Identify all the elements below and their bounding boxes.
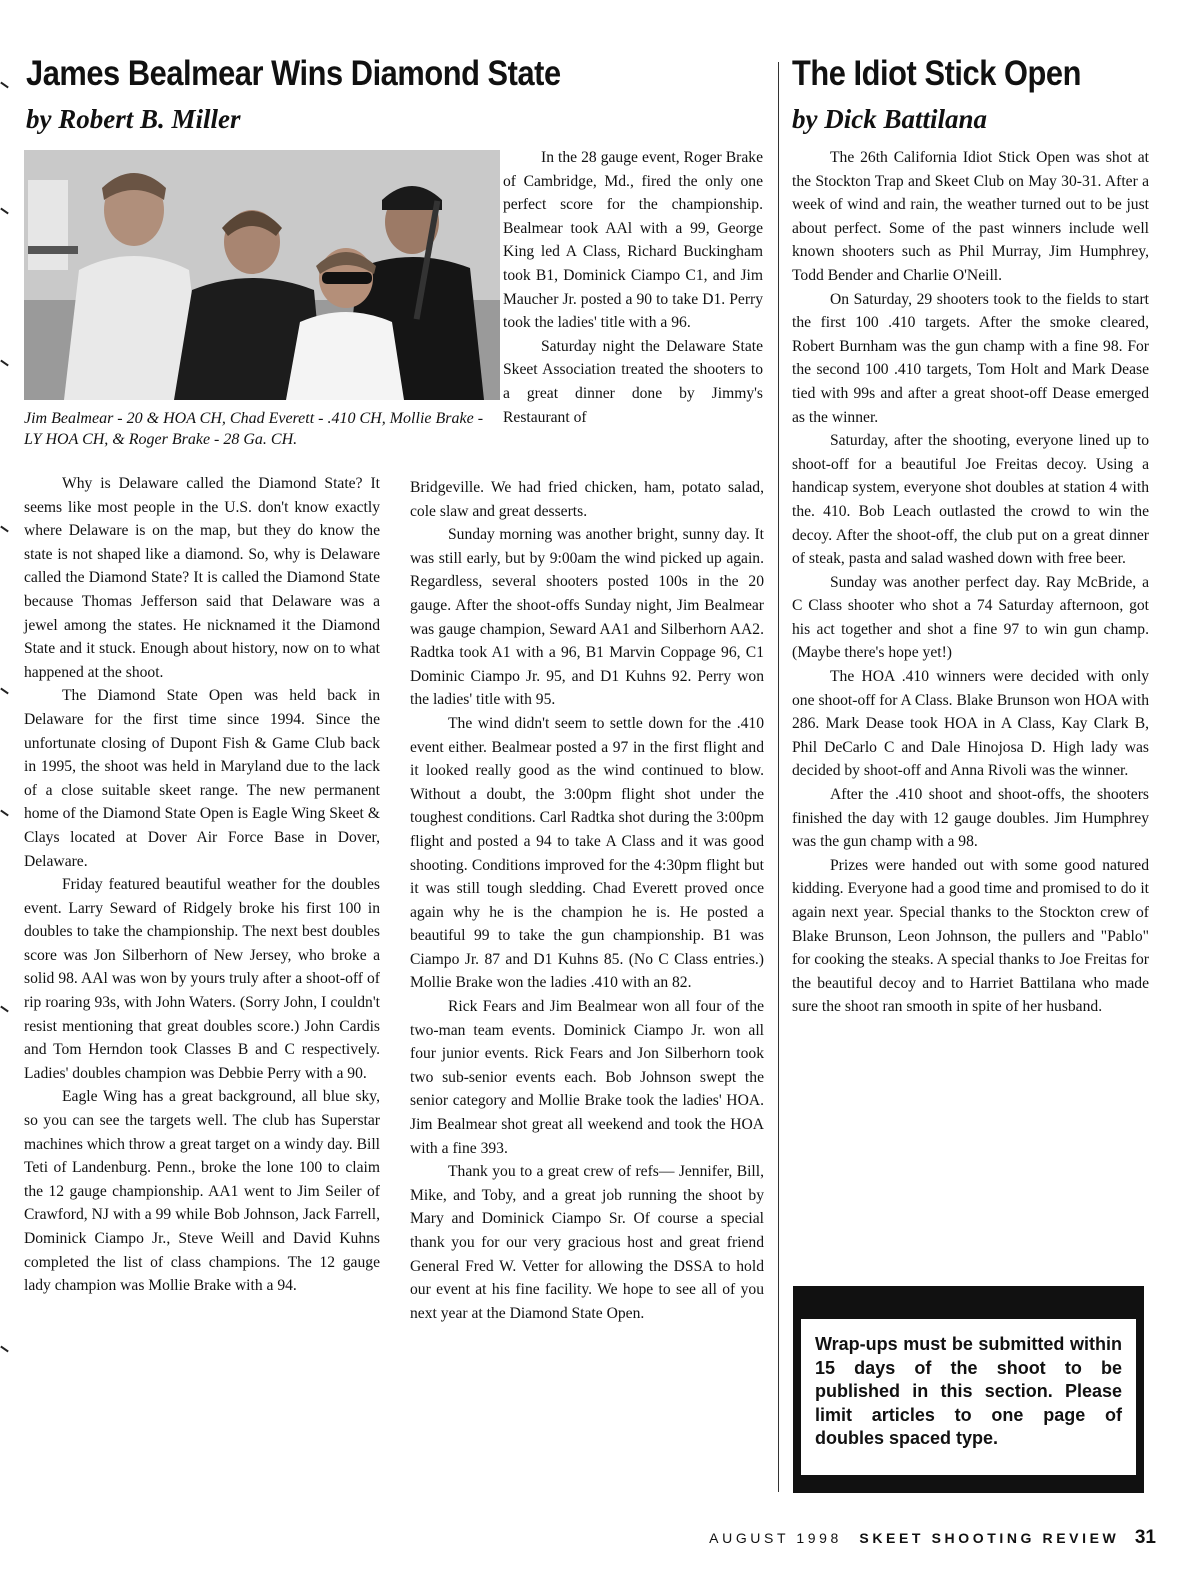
magazine-name: SKEET SHOOTING REVIEW xyxy=(859,1530,1120,1546)
scan-mark xyxy=(0,360,9,367)
paragraph: Thank you to a great crew of refs— Jennifer, Bill, Mike, and Toby, and a great job running the shoot by Mary and Dominick Ciampo Sr. Of course a special thank you for our very gracious host and great friend General Fred W. Vetter for allowing the DSSA to hold our event at his fine facility. We hope to see all of you next year at the Diamond State Open. xyxy=(410,1163,764,1322)
left-article-title: James Bealmear Wins Diamond State xyxy=(26,54,561,93)
scan-mark xyxy=(0,1006,9,1013)
paragraph: Saturday, after the shooting, everyone lined up to shoot-off for a beautiful Joe Freitas decoy. Using a handicap system, everyone shot doubles at station 4 with the. 410. Bob Leach outlasted the crowd to win the decoy. After the shoot-off, the club put on a great dinner of steak, pasta and salad washed down with free beer. xyxy=(792,432,1149,568)
paragraph: Sunday was another perfect day. Ray McBride, a C Class shooter who shot a 74 Saturday afternoon, got his act together and shot a fine 97 to win gun champ. (Maybe there's hope yet!) xyxy=(792,573,1149,662)
scan-mark xyxy=(0,526,9,533)
paragraph: The 26th California Idiot Stick Open was shot at the Stockton Trap and Skeet Club on May 30-31. After a week of wind and rain, the weather turned out to be just about perfect. Some of the past winners include well known shooters such as Phil Murray, Jim Humphrey, Todd Bender and Charlie O'Neill. xyxy=(792,149,1149,284)
paragraph: In the 28 gauge event, Roger Brake of Cambridge, Md., fired the only one perfect score for the championship. Bealmear took AAl with a 99, George King led A Class, Richard Buckingham took B1, Dominick Ciampo C1, and Jim Maucher Jr. posted a 90 to take D1. Perry took the ladies' title with a 96. xyxy=(503,149,763,332)
photo-caption: Jim Bealmear - 20 & HOA CH, Chad Everett - .410 CH, Mollie Brake - LY HOA CH, & Roger Brake - 28 Ga. CH. xyxy=(24,410,484,448)
paragraph-continuation: Bridgeville. We had fried chicken, ham, potato salad, cole slaw and great desserts. xyxy=(410,479,764,520)
paragraph: On Saturday, 29 shooters took to the fields to start the first 100 .410 targets. After the smoke cleared, Robert Burnham was the gun champ with a fine 98. For the second 100 .410 targets, Tom Holt and Mark Dease tied with 99s and after a great shoot-off Dease emerged as the winner. xyxy=(792,290,1149,426)
left-article-col1 xyxy=(24,472,380,1298)
right-article-title: The Idiot Stick Open xyxy=(792,54,1081,93)
submission-notice-box xyxy=(793,1286,1144,1493)
paragraph: Prizes were handed out with some good natured kidding. Everyone had a good time and promised to do it again next year. Special thanks to the Stockton crew of Blake Brunson, Leon Johnson, the pullers and "Pablo" for cooking the steaks. A special thanks to Joe Freitas for the beautiful decoy and to Harriet Battilana who made sure the shoot ran smooth in spite of her husband. xyxy=(792,856,1149,1016)
issue-date: AUGUST 1998 xyxy=(709,1530,842,1546)
right-article-byline: by Dick Battilana xyxy=(792,104,987,134)
page-footer xyxy=(709,1527,1156,1549)
scan-mark xyxy=(0,208,9,215)
scan-mark xyxy=(0,1346,9,1353)
left-article-byline: by Robert B. Miller xyxy=(26,104,241,134)
paragraph: Saturday night the Delaware State Skeet Association treated the shooters to a great dinner done by Jimmy's Restaurant of xyxy=(503,337,763,426)
page-number: 31 xyxy=(1134,1527,1156,1548)
scan-mark xyxy=(0,688,9,695)
paragraph: Why is Delaware called the Diamond State? It seems like most people in the U.S. don't know exactly where Delaware is on the map, but they do know the state is not shaped like a diamond. So, why is Delaware called the Diamond State? It is called the Diamond State because Thomas Jefferson said that Delaware was a jewel among the states. He nicknamed it the Diamond State and it stuck. Enough about history, now on to what happened at the shoot. xyxy=(24,475,380,681)
scan-mark xyxy=(0,82,9,89)
paragraph: Sunday morning was another bright, sunny day. It was still early, but by 9:00am the wind picked up again. Regardless, several shooters posted 100s in the 20 gauge. After the shoot-offs Sunday night, Jim Bealmear was gauge champion, Seward AA1 and Silberhorn AA2. Radtka took A1 with a 96, B1 Marvin Coppage 96, C1 Dominic Ciampo Jr. 95, and D1 Kuhns 92. Perry won the ladies' title with 95. xyxy=(410,526,764,709)
left-article-col2-top xyxy=(503,146,763,429)
left-article-col2 xyxy=(410,476,764,1325)
scan-mark xyxy=(0,810,9,817)
group-photo xyxy=(24,150,500,400)
paragraph: Rick Fears and Jim Bealmear won all four of the two-man team events. Dominick Ciampo Jr. won all four junior events. Rick Fears and Jon Silberhorn took two sub-senior events each. Bob Johnson swept the senior category and Mollie Brake took the ladies' HOA. Jim Bealmear shot great all weekend and took the HOA with a fine 393. xyxy=(410,998,764,1157)
paragraph: The HOA .410 winners were decided with only one shoot-off for A Class. Blake Brunson won HOA with 286. Mark Dease took HOA in A Class, Kay Clark B, Phil DeCarlo C and Dale Hinojosa D. High lady was decided by shoot-off and Anna Rivoli was the winner. xyxy=(792,668,1149,780)
paragraph: Eagle Wing has a great background, all blue sky, so you can see the targets well. The club has Superstar machines which throw a great target on a windy day. Bill Teti of Landenburg. Penn., broke the lone 100 to claim the 12 gauge championship. AA1 went to Jim Seiler of Crawford, NJ with a 99 while Bob Johnson, Jack Farrell, Dominick Ciampo Jr., Steve Weill and David Kuhns completed the list of class champions. The 12 gauge lady champion was Mollie Brake with a 94. xyxy=(24,1088,380,1295)
paragraph: After the .410 shoot and shoot-offs, the shooters finished the day with 12 gauge doubles. Jim Humphrey was the gun champ with a 98. xyxy=(792,786,1149,851)
column-divider xyxy=(778,62,779,1492)
paragraph: Friday featured beautiful weather for the doubles event. Larry Seward of Ridgely broke his first 100 in doubles to take the championship. The next best doubles score was Jon Silberhorn of New Jersey, who broke a solid 98. AAl was won by yours truly after a shoot-off of rip roaring 93s, with John Waters. (Sorry John, I couldn't resist mentioning that great doubles score.) John Cardis and Tom Herndon took Classes B and C respectively. Ladies' doubles champion was Debbie Perry with a 90. xyxy=(24,876,380,1082)
paragraph: The wind didn't seem to settle down for the .410 event either. Bealmear posted a 97 in the first flight and it looked really good as the wind continued to blow. Without a doubt, the 3:00pm flight shot under the toughest conditions. Carl Radtka shot during the 3:00pm flight and posted a 94 to take A Class and it was good shooting. Conditions improved for the 4:30pm flight but it was still tough sledding. Chad Everett proved once again why he is the champion he is. He posted a beautiful 99 to take the gun championship. B1 was Ciampo Jr. 87 and D1 Kuhns 85. (No C Class entries.) Mollie Brake won the ladies .410 with an 82. xyxy=(410,714,764,992)
submission-notice-text: Wrap-ups must be submitted within 15 days of the shoot to be published in this section. Please limit articles to one page of doubles spaced type. xyxy=(801,1319,1136,1475)
paragraph: The Diamond State Open was held back in Delaware for the first time since 1994. Since the unfortunate closing of Dupont Fish & Game Club back in 1995, the shoot was held in Maryland due to the lack of a close suitable skeet range. The new permanent home of the Diamond State Open is Eagle Wing Skeet & Clays located at Dover Air Force Base in Dover, Delaware. xyxy=(24,687,380,870)
right-article-body xyxy=(792,146,1149,1019)
